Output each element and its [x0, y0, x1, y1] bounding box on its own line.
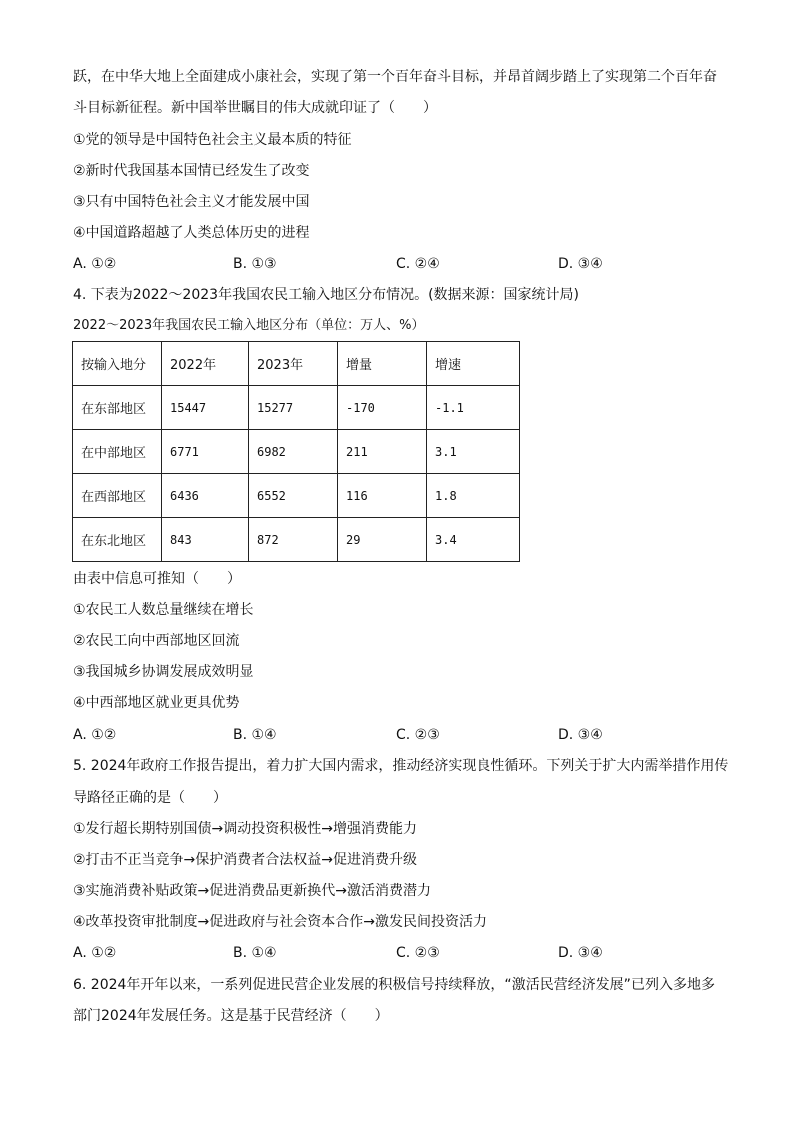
q4-stem: 4. 下表为2022～2023年我国农民工输入地区分布情况。(数据来源：国家统计局) [73, 287, 579, 303]
q4-question: 由表中信息可推知（ ） [73, 571, 241, 587]
q3-option-a[interactable]: A. ①② [73, 256, 117, 272]
q5-stem-line1: 5. 2024年政府工作报告提出，着力扩大国内需求，推动经济实现良性循环。下列关于扩大内需举措作用传 [73, 758, 729, 774]
table-row [73, 386, 520, 430]
table-row [73, 430, 520, 474]
q5-option-d[interactable]: D. ③④ [558, 945, 603, 961]
q4-item-4: ④中西部地区就业更具优势 [73, 695, 240, 711]
table-cell: 6982 [249, 430, 338, 474]
q3-stem-line2: 斗目标新征程。新中国举世瞩目的伟大成就印证了（ ） [73, 100, 437, 116]
q5-item-1: ①发行超长期特别国债→调动投资积极性→增强消费能力 [73, 821, 418, 837]
table-header-cell: 2022年 [162, 342, 249, 386]
table-row [73, 474, 520, 518]
table-cell: 6552 [249, 474, 338, 518]
q5-option-b[interactable]: B. ①④ [233, 945, 277, 961]
table-cell: 15277 [249, 386, 338, 430]
q4-item-3: ③我国城乡协调发展成效明显 [73, 664, 254, 680]
table-cell-region: 在东北地区 [73, 518, 162, 562]
q5-option-c[interactable]: C. ②③ [396, 945, 440, 961]
migrant-worker-table [72, 341, 520, 562]
table-cell-region: 在西部地区 [73, 474, 162, 518]
table-cell: 1.8 [427, 474, 520, 518]
q3-item-1: ①党的领导是中国特色社会主义最本质的特征 [73, 132, 352, 148]
q4-table-caption: 2022～2023年我国农民工输入地区分布（单位：万人、%） [73, 318, 425, 333]
q6-stem-line2: 部门2024年发展任务。这是基于民营经济（ ） [73, 1008, 389, 1024]
table-cell: 29 [338, 518, 427, 562]
q4-option-a[interactable]: A. ①② [73, 727, 117, 743]
q3-item-2: ②新时代我国基本国情已经发生了改变 [73, 163, 310, 179]
q4-option-b[interactable]: B. ①④ [233, 727, 277, 743]
table-cell: 843 [162, 518, 249, 562]
q3-stem-line1: 跃，在中华大地上全面建成小康社会，实现了第一个百年奋斗目标，并昂首阔步踏上了实现第二个百年奋 [73, 69, 717, 85]
q3-option-c[interactable]: C. ②④ [396, 256, 440, 272]
table-header-row [73, 342, 520, 386]
table-header-cell: 增速 [427, 342, 520, 386]
q4-item-1: ①农民工人数总量继续在增长 [73, 602, 254, 618]
q4-item-2: ②农民工向中西部地区回流 [73, 633, 240, 649]
q3-option-b[interactable]: B. ①③ [233, 256, 277, 272]
table-cell: 211 [338, 430, 427, 474]
table-header-cell: 按输入地分 [73, 342, 162, 386]
q5-item-3: ③实施消费补贴政策→促进消费品更新换代→激活消费潜力 [73, 883, 432, 899]
table-cell: 6771 [162, 430, 249, 474]
q6-stem-line1: 6. 2024年开年以来，一系列促进民营企业发展的积极信号持续释放，“激活民营经济发展”已列入多地多 [73, 977, 715, 993]
q4-option-d[interactable]: D. ③④ [558, 727, 603, 743]
table-cell: -170 [338, 386, 427, 430]
table-cell-region: 在中部地区 [73, 430, 162, 474]
table-cell: 15447 [162, 386, 249, 430]
table-cell: -1.1 [427, 386, 520, 430]
q5-stem-line2: 导路径正确的是（ ） [73, 790, 227, 806]
table-cell-region: 在东部地区 [73, 386, 162, 430]
table-cell: 3.4 [427, 518, 520, 562]
table-header-cell: 增量 [338, 342, 427, 386]
table-cell: 116 [338, 474, 427, 518]
q4-option-c[interactable]: C. ②③ [396, 727, 440, 743]
table-row [73, 518, 520, 562]
q3-item-4: ④中国道路超越了人类总体历史的进程 [73, 225, 310, 241]
table-header-cell: 2023年 [249, 342, 338, 386]
table-cell: 3.1 [427, 430, 520, 474]
q5-item-2: ②打击不正当竞争→保护消费者合法权益→促进消费升级 [73, 852, 418, 868]
q3-option-d[interactable]: D. ③④ [558, 256, 603, 272]
q5-item-4: ④改革投资审批制度→促进政府与社会资本合作→激发民间投资活力 [73, 914, 488, 930]
q5-option-a[interactable]: A. ①② [73, 945, 117, 961]
table-cell: 872 [249, 518, 338, 562]
q3-item-3: ③只有中国特色社会主义才能发展中国 [73, 194, 310, 210]
table-cell: 6436 [162, 474, 249, 518]
